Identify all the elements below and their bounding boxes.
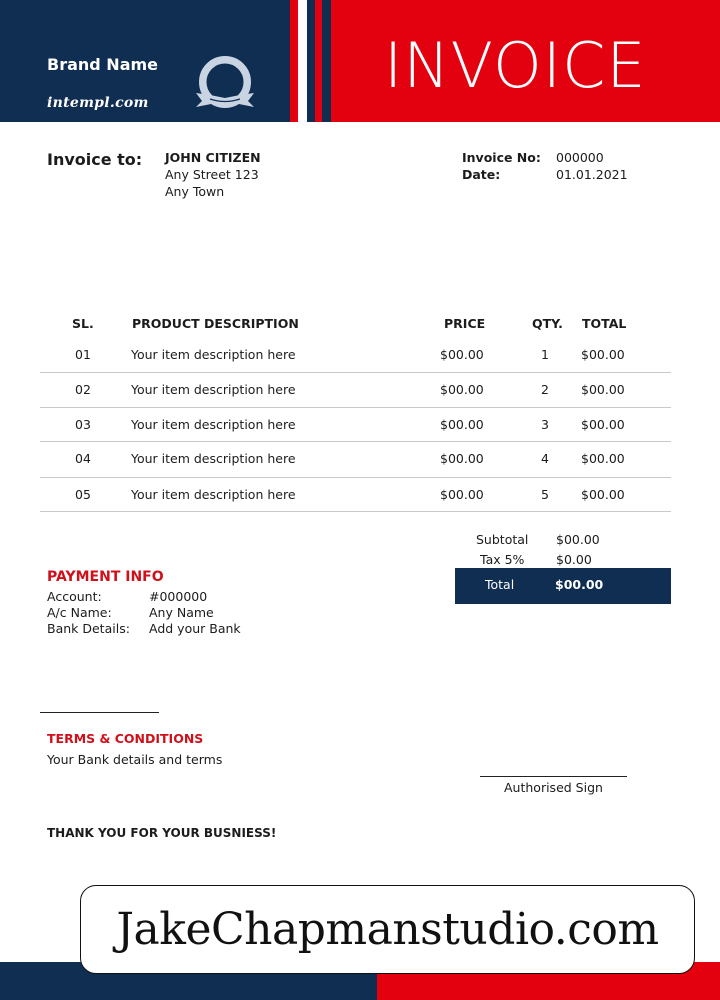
row-divider: [40, 372, 671, 373]
invoice-to-label: Invoice to:: [47, 150, 143, 169]
header-stripe: [307, 0, 315, 122]
row-description: Your item description here: [131, 347, 296, 362]
header-stripe: [322, 0, 331, 122]
row-description: Your item description here: [131, 417, 296, 432]
terms-title: TERMS & CONDITIONS: [47, 731, 204, 746]
row-price: $00.00: [440, 417, 484, 432]
row-qty: 2: [541, 382, 549, 397]
subtotal-label: Subtotal: [476, 532, 529, 547]
total-value: $00.00: [555, 577, 604, 592]
invoice-date: 01.01.2021: [556, 167, 628, 182]
signature-label: Authorised Sign: [504, 780, 603, 795]
payment-bank-row: [47, 621, 241, 636]
ac-name-value: Any Name: [149, 605, 214, 620]
row-price: $00.00: [440, 451, 484, 466]
invoice-meta: [462, 149, 628, 183]
watermark-banner: [80, 885, 695, 974]
row-sl: 05: [75, 487, 91, 502]
row-total: $00.00: [581, 347, 625, 362]
invoice-date-label: Date:: [462, 167, 501, 182]
header-stripe: [290, 0, 298, 122]
thank-you-note: THANK YOU FOR YOUR BUSNIESS!: [47, 826, 277, 840]
row-description: Your item description here: [131, 487, 296, 502]
customer-address: [165, 149, 261, 200]
invoice-number: 000000: [556, 150, 604, 165]
row-description: Your item description here: [131, 382, 296, 397]
customer-town: Any Town: [165, 184, 225, 199]
row-sl: 04: [75, 451, 91, 466]
brand-logo-icon: [192, 55, 258, 113]
row-description: Your item description here: [131, 451, 296, 466]
row-total: $00.00: [581, 451, 625, 466]
row-divider: [40, 441, 671, 442]
customer-name: JOHN CITIZEN: [165, 150, 261, 165]
payment-account-row: [47, 589, 207, 604]
row-divider: [40, 407, 671, 408]
account-value: #000000: [149, 589, 208, 604]
row-sl: 01: [75, 347, 91, 362]
row-qty: 5: [541, 487, 549, 502]
brand-website: intempl.com: [47, 95, 149, 111]
invoice-number-label: Invoice No:: [462, 150, 541, 165]
bank-details-value: Add your Bank: [149, 621, 241, 636]
col-header-price: PRICE: [444, 316, 486, 331]
row-total: $00.00: [581, 382, 625, 397]
watermark-text: JakeChapmanstudio.com: [116, 904, 659, 955]
row-qty: 1: [541, 347, 549, 362]
row-divider: [40, 477, 671, 478]
row-sl: 03: [75, 417, 91, 432]
row-sl: 02: [75, 382, 91, 397]
row-total: $00.00: [581, 417, 625, 432]
signature-line: [480, 776, 627, 777]
ac-name-label: A/c Name:: [47, 605, 112, 620]
header-stripe: [315, 0, 322, 122]
header-stripe: [298, 0, 307, 122]
brand-name: Brand Name: [47, 55, 159, 74]
col-header-total: TOTAL: [582, 316, 627, 331]
payment-name-row: [47, 605, 214, 620]
row-price: $00.00: [440, 347, 484, 362]
row-qty: 3: [541, 417, 549, 432]
section-divider: [40, 712, 159, 713]
row-divider: [40, 511, 671, 512]
row-total: $00.00: [581, 487, 625, 502]
col-header-qty: QTY.: [532, 316, 563, 331]
col-header-description: PRODUCT DESCRIPTION: [132, 316, 299, 331]
row-price: $00.00: [440, 487, 484, 502]
total-label: Total: [485, 577, 515, 592]
payment-info-title: PAYMENT INFO: [47, 569, 164, 585]
account-label: Account:: [47, 589, 102, 604]
row-price: $00.00: [440, 382, 484, 397]
customer-street: Any Street 123: [165, 167, 259, 182]
col-header-sl: SL.: [72, 316, 94, 331]
subtotal-value: $00.00: [556, 532, 600, 547]
tax-value: $0.00: [556, 552, 592, 567]
terms-body: Your Bank details and terms: [47, 752, 223, 767]
tax-label: Tax 5%: [480, 552, 525, 567]
row-qty: 4: [541, 451, 549, 466]
bank-details-label: Bank Details:: [47, 621, 130, 636]
invoice-title: INVOICE: [384, 29, 647, 102]
